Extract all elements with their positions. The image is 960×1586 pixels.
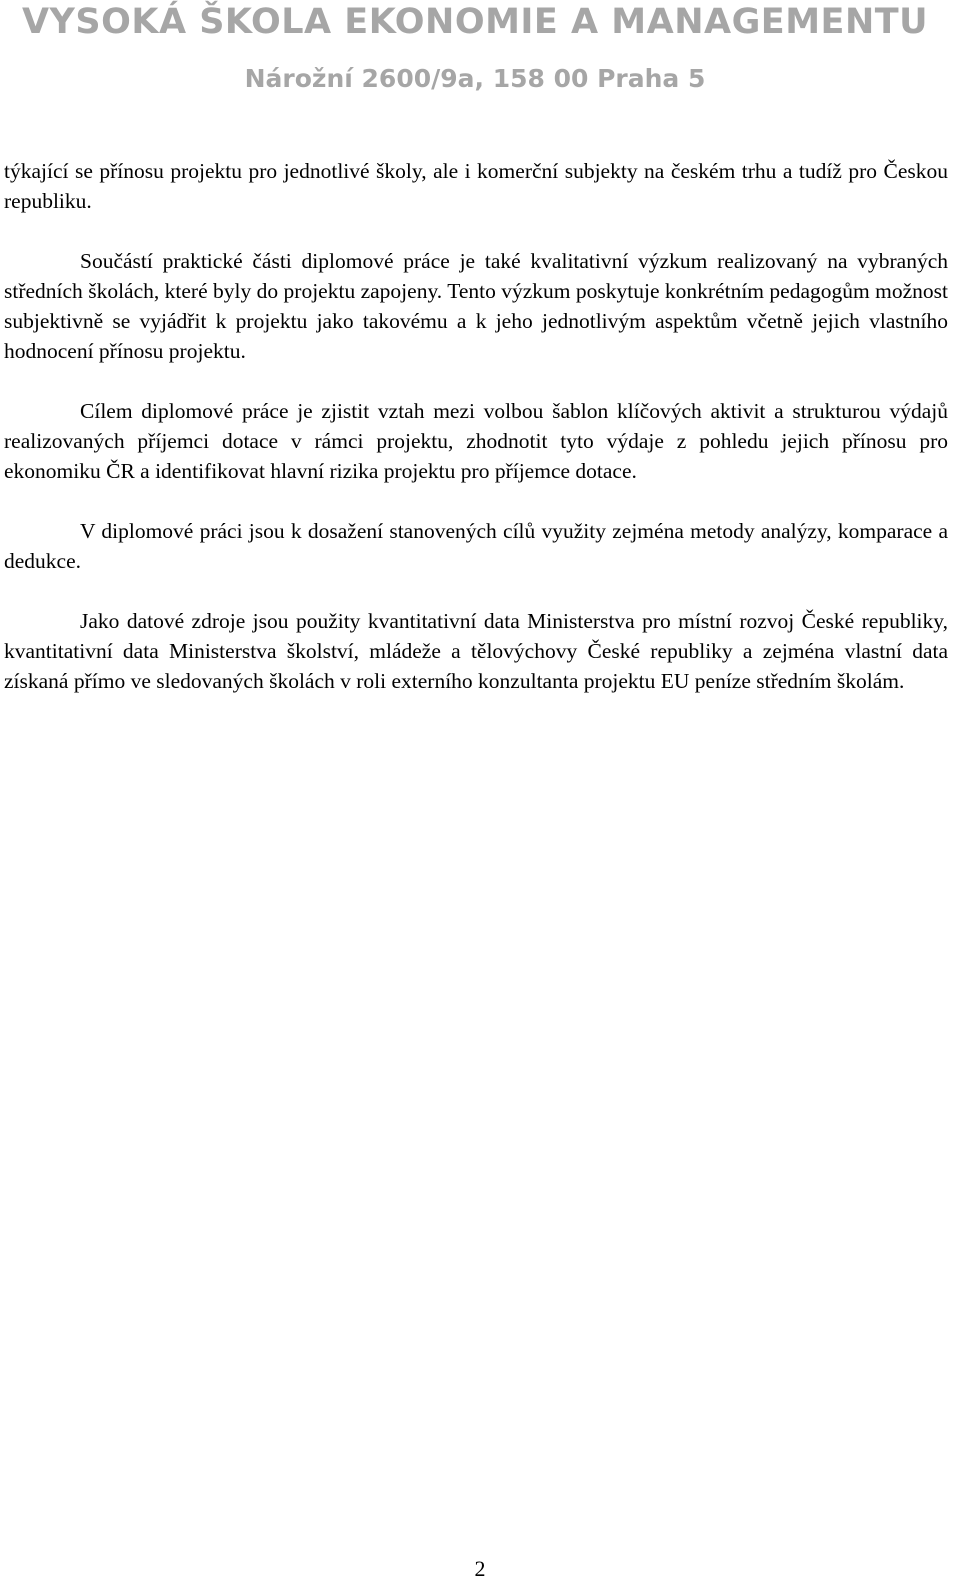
page-number: 2 — [474, 1556, 486, 1581]
paragraph-data-sources: Jako datové zdroje jsou použity kvantitativní data Ministerstva pro místní rozvoj České republiky, kvantitativní data Ministerstva školství, mládeže a tělovýchovy České republiky a zejména vlastní data získaná přímo ve sledovaných školách v roli externího konzultanta projektu EU peníze středním školám. — [4, 609, 948, 693]
paragraph-methods: V diplomové práci jsou k dosažení stanovených cílů využity zejména metody analýzy, komparace a dedukce. — [4, 519, 948, 573]
institution-title: VYSOKÁ ŠKOLA EKONOMIE A MANAGEMENTU — [21, 2, 929, 42]
paragraph-continuation: týkající se přínosu projektu pro jednotlivé školy, ale i komerční subjekty na českém trhu a tudíž pro Českou republiku. — [4, 159, 948, 213]
body-text — [4, 156, 948, 726]
paragraph-goal: Cílem diplomové práce je zjistit vztah mezi volbou šablon klíčových aktivit a strukturou výdajů realizovaných příjemci dotace v rámci projektu, zhodnotit tyto výdaje z pohledu jejich přínosu pro ekonomiku ČR a identifikovat hlavní rizika projektu pro příjemce dotace. — [4, 399, 948, 483]
paragraph-research: Součástí praktické části diplomové práce je také kvalitativní výzkum realizovaný na vybraných středních školách, které byly do projektu zapojeny. Tento výzkum poskytuje konkrétním pedagogům možnost subjektivně se vyjádřit k projektu jako takovému a k jeho jednotlivým aspektům včetně jejich vlastního hodnocení přínosu projektu. — [4, 249, 948, 363]
institution-address: Nárožní 2600/9a, 158 00 Praha 5 — [244, 64, 706, 93]
